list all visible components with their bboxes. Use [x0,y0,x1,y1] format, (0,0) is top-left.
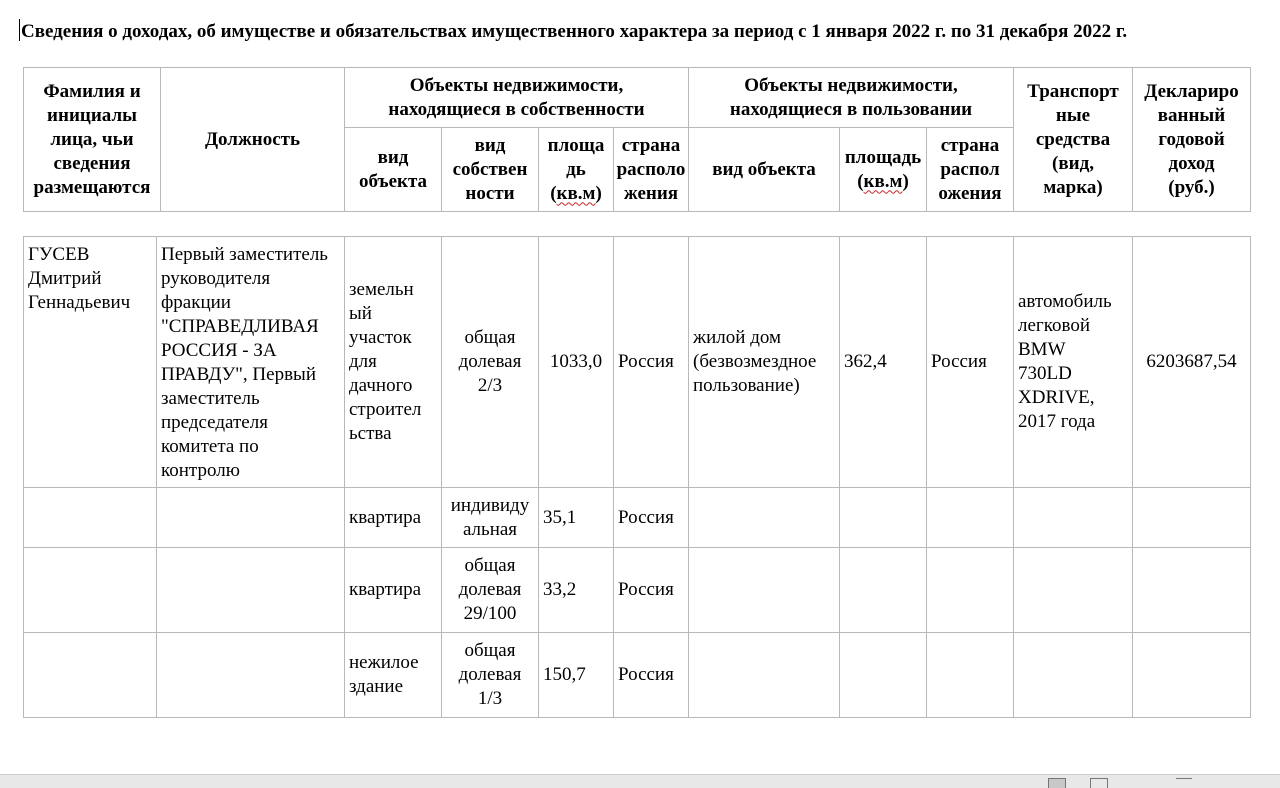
empty-cell [1014,633,1133,718]
header-owned-area-unit: кв.м [556,182,596,204]
status-bar [0,774,1280,788]
income: 6203687,54 [1133,237,1251,488]
owned-type: нежилое здание [345,633,442,718]
header-position: Должность [161,68,345,212]
empty-cell [1133,488,1251,548]
empty-cell [1014,488,1133,548]
header-used-group: Объекты недвижимости, находящиеся в пользовании [689,68,1014,128]
owned-ownership: индивиду альная [442,488,539,548]
header-used-area [840,128,927,212]
used-country: Россия [927,237,1014,488]
header-owned-area-a: площа дь ( [547,134,605,204]
used-type: жилой дом (безвозмездное пользование) [689,237,840,488]
empty-cell [840,488,927,548]
header-used-area-a: площадь ( [844,146,922,192]
header-owned-country: страна располо жения [614,128,689,212]
text-cursor [19,19,20,41]
table-row [24,488,1251,548]
header-used-type: вид объекта [689,128,840,212]
owned-country: Россия [614,488,689,548]
empty-cell [927,488,1014,548]
empty-cell [24,548,157,633]
table-row [24,237,1251,488]
owned-type: квартира [345,548,442,633]
header-name: Фамилия и инициалы лица, чьи сведения размещаются [24,68,161,212]
header-used-area-unit: кв.м [863,170,903,192]
empty-cell [927,548,1014,633]
table-row [24,633,1251,718]
owned-type: квартира [345,488,442,548]
header-owned-group: Объекты недвижимости, находящиеся в собственности [345,68,689,128]
owned-country: Россия [614,633,689,718]
empty-cell [689,548,840,633]
owned-area: 33,2 [539,548,614,633]
empty-cell [689,633,840,718]
owned-area: 35,1 [539,488,614,548]
header-used-area-c: ) [902,170,909,192]
document-title [19,19,1269,45]
owned-type: земельн ый участок для дачного строител ьства [345,237,442,488]
empty-cell [157,633,345,718]
header-owned-area [539,128,614,212]
declaration-data-table [23,236,1251,718]
person-position: Первый заместитель руководителя фракции "СПРАВЕДЛИВАЯ РОССИЯ - ЗА ПРАВДУ", Первый заместитель председателя комитета по контролю [157,237,345,488]
header-used-country: страна распол ожения [927,128,1014,212]
used-area: 362,4 [840,237,927,488]
empty-cell [927,633,1014,718]
document-title-text: Сведения о доходах, об имуществе и обязательствах имущественного характера за период с 1 января 2022 г. по 31 декабря 2022 г. [21,21,1128,42]
empty-cell [24,488,157,548]
transport: автомобиль легковой BMW 730LD XDRIVE, 2017 года [1014,237,1133,488]
header-transport: Транспорт ные средства (вид, марка) [1014,68,1133,212]
empty-cell [1014,548,1133,633]
owned-country: Россия [614,548,689,633]
empty-cell [840,633,927,718]
owned-ownership: общая долевая 1/3 [442,633,539,718]
owned-country: Россия [614,237,689,488]
owned-ownership: общая долевая 29/100 [442,548,539,633]
header-owned-type: вид объекта [345,128,442,212]
empty-cell [840,548,927,633]
empty-cell [157,548,345,633]
empty-cell [157,488,345,548]
header-owned-ownership: вид собствен ности [442,128,539,212]
owned-area: 150,7 [539,633,614,718]
empty-cell [689,488,840,548]
declaration-header-table [23,67,1251,212]
owned-area: 1033,0 [539,237,614,488]
table-row [24,548,1251,633]
header-income: Деклариро ванный годовой доход (руб.) [1133,68,1251,212]
header-owned-area-c: ) [595,182,602,204]
empty-cell [24,633,157,718]
empty-cell [1133,548,1251,633]
empty-cell [1133,633,1251,718]
owned-ownership: общая долевая 2/3 [442,237,539,488]
person-name: ГУСЕВ Дмитрий Геннадьевич [24,237,157,488]
